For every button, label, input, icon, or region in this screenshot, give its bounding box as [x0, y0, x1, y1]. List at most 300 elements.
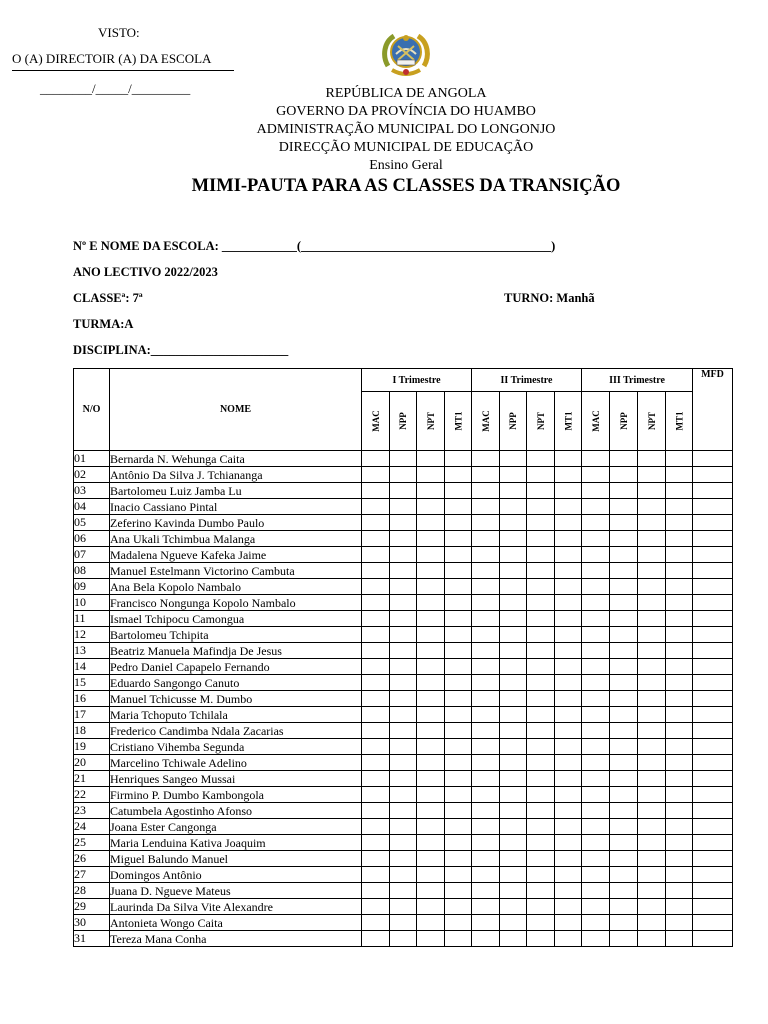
grade-cell[interactable] [417, 515, 445, 531]
grade-cell[interactable] [417, 675, 445, 691]
grade-cell[interactable] [666, 691, 693, 707]
grade-cell[interactable] [417, 467, 445, 483]
grade-cell[interactable] [362, 755, 390, 771]
grade-cell[interactable] [445, 483, 472, 499]
grade-cell[interactable] [555, 531, 582, 547]
grade-cell-mfd[interactable] [693, 755, 733, 771]
grade-cell[interactable] [638, 851, 666, 867]
grade-cell[interactable] [638, 691, 666, 707]
grade-cell[interactable] [472, 915, 500, 931]
grade-cell[interactable] [445, 595, 472, 611]
grade-cell[interactable] [610, 899, 638, 915]
grade-cell[interactable] [472, 643, 500, 659]
grade-cell[interactable] [610, 675, 638, 691]
grade-cell[interactable] [500, 723, 527, 739]
grade-cell[interactable] [500, 755, 527, 771]
grade-cell[interactable] [582, 931, 610, 947]
grade-cell[interactable] [500, 499, 527, 515]
grade-cell[interactable] [390, 723, 417, 739]
grade-cell[interactable] [610, 931, 638, 947]
grade-cell-mfd[interactable] [693, 771, 733, 787]
grade-cell[interactable] [445, 771, 472, 787]
grade-cell-mfd[interactable] [693, 515, 733, 531]
grade-cell[interactable] [582, 851, 610, 867]
grade-cell-mfd[interactable] [693, 563, 733, 579]
grade-cell-mfd[interactable] [693, 467, 733, 483]
grade-cell[interactable] [500, 707, 527, 723]
grade-cell[interactable] [555, 787, 582, 803]
grade-cell[interactable] [472, 867, 500, 883]
grade-cell[interactable] [362, 531, 390, 547]
grade-cell[interactable] [527, 691, 555, 707]
grade-cell[interactable] [472, 627, 500, 643]
grade-cell[interactable] [500, 851, 527, 867]
grade-cell[interactable] [555, 899, 582, 915]
grade-cell[interactable] [445, 627, 472, 643]
grade-cell-mfd[interactable] [693, 835, 733, 851]
grade-cell[interactable] [666, 659, 693, 675]
grade-cell[interactable] [610, 867, 638, 883]
grade-cell[interactable] [445, 835, 472, 851]
grade-cell[interactable] [445, 883, 472, 899]
grade-cell[interactable] [638, 707, 666, 723]
grade-cell[interactable] [582, 819, 610, 835]
grade-cell[interactable] [555, 707, 582, 723]
grade-cell[interactable] [527, 723, 555, 739]
grade-cell[interactable] [362, 691, 390, 707]
grade-cell[interactable] [666, 675, 693, 691]
grade-cell[interactable] [666, 803, 693, 819]
grade-cell[interactable] [362, 787, 390, 803]
grade-cell[interactable] [500, 787, 527, 803]
grade-cell[interactable] [582, 691, 610, 707]
grade-cell[interactable] [472, 851, 500, 867]
grade-cell[interactable] [500, 643, 527, 659]
grade-cell[interactable] [638, 771, 666, 787]
grade-cell[interactable] [638, 883, 666, 899]
grade-cell[interactable] [417, 851, 445, 867]
grade-cell[interactable] [362, 739, 390, 755]
grade-cell[interactable] [610, 595, 638, 611]
grade-cell-mfd[interactable] [693, 819, 733, 835]
grade-cell[interactable] [445, 515, 472, 531]
grade-cell[interactable] [610, 547, 638, 563]
grade-cell-mfd[interactable] [693, 611, 733, 627]
grade-cell-mfd[interactable] [693, 643, 733, 659]
grade-cell[interactable] [472, 547, 500, 563]
grade-cell[interactable] [666, 771, 693, 787]
grade-cell[interactable] [362, 627, 390, 643]
grade-cell[interactable] [417, 579, 445, 595]
grade-cell[interactable] [445, 499, 472, 515]
grade-cell[interactable] [472, 803, 500, 819]
grade-cell-mfd[interactable] [693, 483, 733, 499]
grade-cell[interactable] [445, 643, 472, 659]
grade-cell[interactable] [555, 819, 582, 835]
grade-cell[interactable] [638, 451, 666, 467]
grade-cell[interactable] [527, 883, 555, 899]
grade-cell[interactable] [472, 771, 500, 787]
grade-cell[interactable] [390, 899, 417, 915]
grade-cell[interactable] [362, 483, 390, 499]
grade-cell[interactable] [527, 579, 555, 595]
grade-cell-mfd[interactable] [693, 883, 733, 899]
grade-cell[interactable] [610, 771, 638, 787]
grade-cell[interactable] [472, 931, 500, 947]
grade-cell[interactable] [555, 723, 582, 739]
grade-cell[interactable] [582, 771, 610, 787]
grade-cell[interactable] [417, 483, 445, 499]
grade-cell[interactable] [555, 691, 582, 707]
grade-cell[interactable] [638, 563, 666, 579]
grade-cell[interactable] [362, 835, 390, 851]
grade-cell[interactable] [390, 643, 417, 659]
grade-cell[interactable] [666, 563, 693, 579]
grade-cell[interactable] [610, 819, 638, 835]
grade-cell[interactable] [445, 675, 472, 691]
grade-cell[interactable] [417, 611, 445, 627]
grade-cell[interactable] [472, 563, 500, 579]
grade-cell[interactable] [445, 931, 472, 947]
grade-cell[interactable] [417, 691, 445, 707]
grade-cell[interactable] [445, 467, 472, 483]
grade-cell[interactable] [666, 451, 693, 467]
grade-cell[interactable] [417, 819, 445, 835]
grade-cell[interactable] [582, 723, 610, 739]
grade-cell[interactable] [445, 819, 472, 835]
grade-cell[interactable] [555, 755, 582, 771]
grade-cell[interactable] [638, 483, 666, 499]
grade-cell[interactable] [666, 851, 693, 867]
grade-cell[interactable] [610, 515, 638, 531]
grade-cell[interactable] [555, 611, 582, 627]
grade-cell[interactable] [527, 451, 555, 467]
grade-cell[interactable] [638, 467, 666, 483]
grade-cell[interactable] [417, 707, 445, 723]
grade-cell[interactable] [445, 531, 472, 547]
grade-cell[interactable] [390, 579, 417, 595]
grade-cell[interactable] [555, 883, 582, 899]
grade-cell[interactable] [362, 883, 390, 899]
grade-cell[interactable] [610, 499, 638, 515]
grade-cell[interactable] [527, 627, 555, 643]
grade-cell-mfd[interactable] [693, 499, 733, 515]
grade-cell[interactable] [445, 707, 472, 723]
grade-cell-mfd[interactable] [693, 531, 733, 547]
grade-cell[interactable] [666, 547, 693, 563]
grade-cell[interactable] [582, 579, 610, 595]
grade-cell[interactable] [555, 675, 582, 691]
grade-cell[interactable] [390, 547, 417, 563]
grade-cell[interactable] [472, 531, 500, 547]
grade-cell[interactable] [555, 835, 582, 851]
grade-cell[interactable] [417, 867, 445, 883]
grade-cell[interactable] [362, 611, 390, 627]
grade-cell[interactable] [555, 627, 582, 643]
grade-cell[interactable] [362, 915, 390, 931]
grade-cell[interactable] [362, 851, 390, 867]
grade-cell[interactable] [666, 755, 693, 771]
grade-cell[interactable] [390, 611, 417, 627]
grade-cell[interactable] [500, 451, 527, 467]
grade-cell[interactable] [500, 515, 527, 531]
grade-cell[interactable] [445, 659, 472, 675]
grade-cell[interactable] [472, 819, 500, 835]
grade-cell[interactable] [666, 739, 693, 755]
grade-cell[interactable] [638, 867, 666, 883]
grade-cell[interactable] [445, 563, 472, 579]
grade-cell[interactable] [610, 531, 638, 547]
grade-cell-mfd[interactable] [693, 803, 733, 819]
grade-cell[interactable] [527, 467, 555, 483]
grade-cell[interactable] [472, 755, 500, 771]
grade-cell[interactable] [500, 915, 527, 931]
grade-cell[interactable] [362, 643, 390, 659]
grade-cell[interactable] [500, 579, 527, 595]
grade-cell[interactable] [582, 595, 610, 611]
grade-cell[interactable] [362, 467, 390, 483]
grade-cell[interactable] [582, 883, 610, 899]
grade-cell-mfd[interactable] [693, 899, 733, 915]
grade-cell-mfd[interactable] [693, 595, 733, 611]
grade-cell[interactable] [445, 451, 472, 467]
grade-cell[interactable] [500, 563, 527, 579]
grade-cell[interactable] [390, 915, 417, 931]
grade-cell[interactable] [417, 915, 445, 931]
grade-cell[interactable] [390, 835, 417, 851]
grade-cell[interactable] [362, 707, 390, 723]
grade-cell[interactable] [500, 771, 527, 787]
grade-cell[interactable] [666, 787, 693, 803]
grade-cell[interactable] [638, 547, 666, 563]
grade-cell[interactable] [390, 819, 417, 835]
grade-cell[interactable] [527, 867, 555, 883]
grade-cell-mfd[interactable] [693, 787, 733, 803]
grade-cell[interactable] [582, 547, 610, 563]
grade-cell[interactable] [555, 851, 582, 867]
grade-cell[interactable] [666, 883, 693, 899]
grade-cell[interactable] [666, 499, 693, 515]
grade-cell[interactable] [417, 723, 445, 739]
grade-cell[interactable] [417, 899, 445, 915]
grade-cell[interactable] [555, 739, 582, 755]
grade-cell[interactable] [527, 675, 555, 691]
grade-cell[interactable] [417, 531, 445, 547]
grade-cell[interactable] [666, 819, 693, 835]
grade-cell[interactable] [417, 563, 445, 579]
grade-cell[interactable] [666, 483, 693, 499]
grade-cell[interactable] [666, 627, 693, 643]
grade-cell-mfd[interactable] [693, 675, 733, 691]
grade-cell[interactable] [390, 755, 417, 771]
grade-cell[interactable] [362, 547, 390, 563]
grade-cell[interactable] [555, 467, 582, 483]
grade-cell[interactable] [638, 899, 666, 915]
grade-cell[interactable] [555, 771, 582, 787]
grade-cell[interactable] [445, 787, 472, 803]
grade-cell[interactable] [500, 547, 527, 563]
grade-cell[interactable] [390, 483, 417, 499]
grade-cell[interactable] [500, 691, 527, 707]
grade-cell[interactable] [555, 659, 582, 675]
grade-cell[interactable] [610, 451, 638, 467]
grade-cell[interactable] [390, 707, 417, 723]
grade-cell[interactable] [472, 835, 500, 851]
grade-cell[interactable] [638, 819, 666, 835]
grade-cell[interactable] [472, 723, 500, 739]
grade-cell[interactable] [610, 915, 638, 931]
grade-cell[interactable] [527, 803, 555, 819]
grade-cell[interactable] [555, 483, 582, 499]
grade-cell[interactable] [582, 899, 610, 915]
grade-cell[interactable] [666, 531, 693, 547]
grade-cell[interactable] [390, 499, 417, 515]
grade-cell[interactable] [362, 451, 390, 467]
grade-cell[interactable] [417, 659, 445, 675]
grade-cell[interactable] [390, 467, 417, 483]
grade-cell[interactable] [390, 691, 417, 707]
grade-cell-mfd[interactable] [693, 723, 733, 739]
grade-cell[interactable] [582, 531, 610, 547]
grade-cell[interactable] [417, 787, 445, 803]
grade-cell[interactable] [472, 787, 500, 803]
grade-cell[interactable] [362, 771, 390, 787]
grade-cell[interactable] [610, 563, 638, 579]
grade-cell[interactable] [610, 755, 638, 771]
grade-cell[interactable] [610, 659, 638, 675]
grade-cell[interactable] [582, 739, 610, 755]
grade-cell[interactable] [582, 451, 610, 467]
grade-cell[interactable] [582, 627, 610, 643]
grade-cell[interactable] [390, 867, 417, 883]
grade-cell[interactable] [638, 803, 666, 819]
grade-cell[interactable] [638, 643, 666, 659]
grade-cell[interactable] [472, 499, 500, 515]
grade-cell[interactable] [417, 595, 445, 611]
grade-cell[interactable] [638, 627, 666, 643]
grade-cell[interactable] [638, 675, 666, 691]
grade-cell[interactable] [666, 835, 693, 851]
grade-cell-mfd[interactable] [693, 851, 733, 867]
grade-cell[interactable] [582, 867, 610, 883]
grade-cell[interactable] [472, 579, 500, 595]
grade-cell[interactable] [445, 547, 472, 563]
grade-cell[interactable] [527, 739, 555, 755]
grade-cell[interactable] [472, 691, 500, 707]
grade-cell[interactable] [666, 515, 693, 531]
grade-cell[interactable] [555, 499, 582, 515]
grade-cell[interactable] [362, 899, 390, 915]
grade-cell[interactable] [527, 771, 555, 787]
grade-cell[interactable] [500, 867, 527, 883]
grade-cell[interactable] [445, 691, 472, 707]
grade-cell[interactable] [417, 643, 445, 659]
grade-cell[interactable] [472, 659, 500, 675]
grade-cell[interactable] [417, 835, 445, 851]
grade-cell[interactable] [500, 819, 527, 835]
grade-cell[interactable] [417, 883, 445, 899]
grade-cell[interactable] [362, 803, 390, 819]
grade-cell[interactable] [610, 851, 638, 867]
grade-cell[interactable] [500, 739, 527, 755]
grade-cell[interactable] [555, 803, 582, 819]
grade-cell[interactable] [390, 627, 417, 643]
grade-cell[interactable] [638, 611, 666, 627]
grade-cell[interactable] [390, 659, 417, 675]
grade-cell[interactable] [555, 451, 582, 467]
grade-cell-mfd[interactable] [693, 451, 733, 467]
grade-cell[interactable] [610, 723, 638, 739]
grade-cell-mfd[interactable] [693, 691, 733, 707]
grade-cell[interactable] [582, 755, 610, 771]
grade-cell[interactable] [582, 915, 610, 931]
grade-cell[interactable] [638, 723, 666, 739]
grade-cell[interactable] [362, 867, 390, 883]
grade-cell[interactable] [362, 515, 390, 531]
grade-cell[interactable] [638, 915, 666, 931]
grade-cell[interactable] [610, 483, 638, 499]
grade-cell[interactable] [555, 643, 582, 659]
grade-cell[interactable] [527, 611, 555, 627]
grade-cell[interactable] [472, 739, 500, 755]
grade-cell[interactable] [417, 755, 445, 771]
grade-cell[interactable] [500, 899, 527, 915]
grade-cell[interactable] [417, 771, 445, 787]
grade-cell[interactable] [362, 499, 390, 515]
grade-cell[interactable] [500, 595, 527, 611]
grade-cell[interactable] [582, 787, 610, 803]
grade-cell[interactable] [610, 691, 638, 707]
grade-cell[interactable] [527, 851, 555, 867]
grade-cell[interactable] [390, 883, 417, 899]
grade-cell[interactable] [638, 835, 666, 851]
grade-cell[interactable] [555, 547, 582, 563]
grade-cell[interactable] [500, 467, 527, 483]
grade-cell[interactable] [555, 579, 582, 595]
grade-cell-mfd[interactable] [693, 659, 733, 675]
grade-cell[interactable] [362, 723, 390, 739]
grade-cell[interactable] [445, 803, 472, 819]
grade-cell[interactable] [527, 787, 555, 803]
grade-cell[interactable] [555, 915, 582, 931]
grade-cell[interactable] [445, 611, 472, 627]
grade-cell[interactable] [610, 643, 638, 659]
grade-cell[interactable] [638, 659, 666, 675]
grade-cell[interactable] [638, 931, 666, 947]
grade-cell[interactable] [666, 643, 693, 659]
grade-cell[interactable] [527, 915, 555, 931]
grade-cell[interactable] [666, 707, 693, 723]
grade-cell[interactable] [638, 595, 666, 611]
grade-cell[interactable] [390, 931, 417, 947]
grade-cell[interactable] [610, 787, 638, 803]
grade-cell[interactable] [390, 675, 417, 691]
grade-cell[interactable] [638, 579, 666, 595]
grade-cell[interactable] [417, 739, 445, 755]
grade-cell[interactable] [555, 931, 582, 947]
grade-cell[interactable] [417, 499, 445, 515]
grade-cell[interactable] [582, 611, 610, 627]
grade-cell[interactable] [445, 915, 472, 931]
grade-cell[interactable] [666, 723, 693, 739]
grade-cell[interactable] [390, 739, 417, 755]
grade-cell[interactable] [472, 611, 500, 627]
grade-cell[interactable] [638, 531, 666, 547]
grade-cell-mfd[interactable] [693, 547, 733, 563]
grade-cell[interactable] [390, 803, 417, 819]
grade-cell[interactable] [390, 787, 417, 803]
grade-cell[interactable] [582, 659, 610, 675]
